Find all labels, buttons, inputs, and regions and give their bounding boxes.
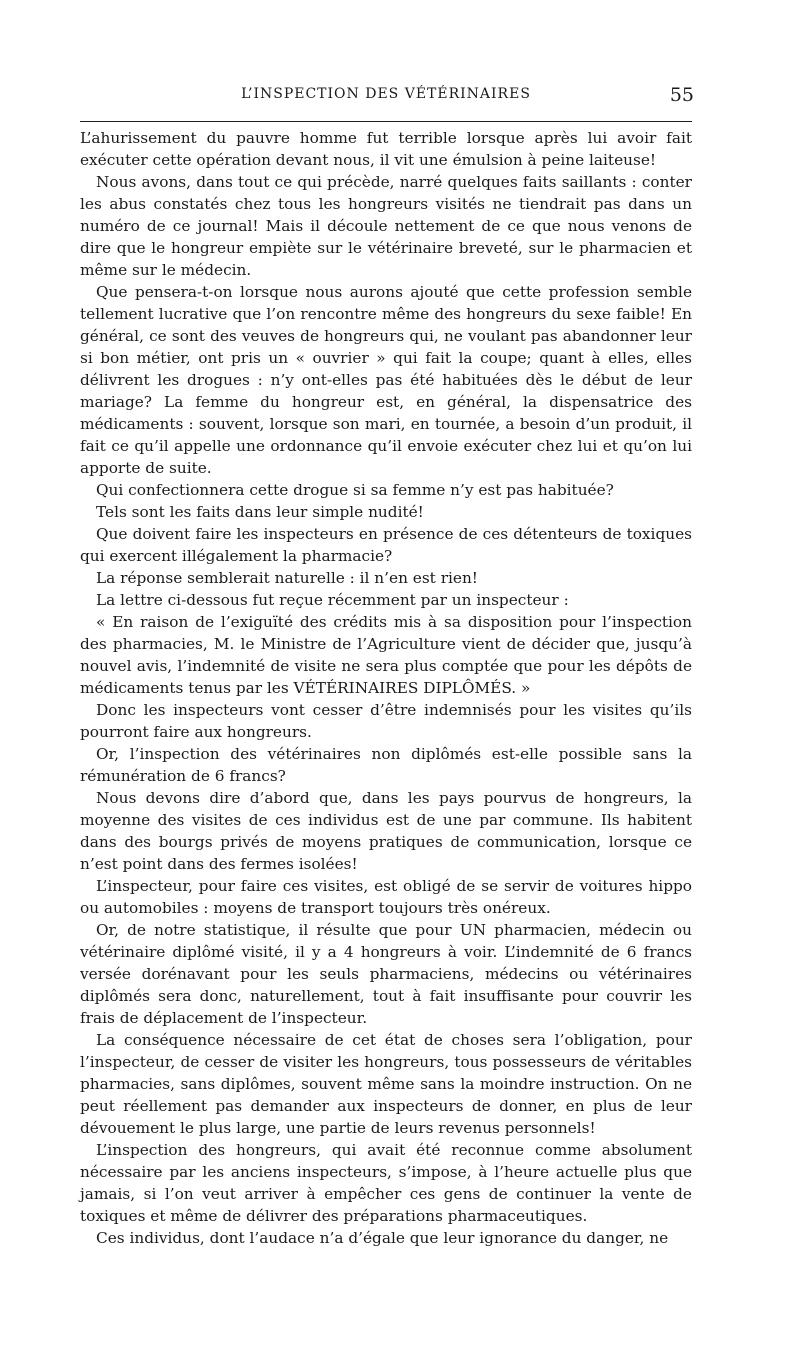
paragraph: Nous avons, dans tout ce qui précède, narré quelques faits saillants : conter les abus constatés chez tous les hongreurs visités ne tiendrait pas dans un numéro de ce journal! Mais il découle nettement de ce que nous venons de dire que le hongreur empiète sur le vétérinaire breveté, sur le pharmacien et même sur le médecin.: [80, 173, 692, 279]
page-number: 55: [669, 84, 694, 106]
paragraph: Donc les inspecteurs vont cesser d’être indemnisés pour les visites qu’ils pourront faire aux hongreurs.: [80, 701, 692, 741]
paragraph: Que pensera-t-on lorsque nous aurons ajouté que cette profession semble tellement lucrative que l’on rencontre même des hongreurs du sexe faible! En général, ce sont des veuves de hongreurs qui, ne voulant pas abandonner leur si bon métier, ont pris un « ouvrier » qui fait la coupe; quant à elles, elles délivrent les drogues : n’y ont-elles pas été habituées dès le début de leur mariage? La femme du hongreur est, en général, la dispensatrice des médicaments : souvent, lorsque son mari, en tournée, a besoin d’un produit, il fait ce qu’il appelle une ordonnance qu’il envoie exécuter chez lui et qu’on lui apporte de suite.: [80, 283, 692, 477]
paragraph: Or, de notre statistique, il résulte que pour UN pharmacien, médecin ou vétérinaire diplômé visité, il y a 4 hongreurs à voir. L’indemnité de 6 francs versée dorénavant pour les seuls pharmaciens, médecins ou vétérinaires diplômés sera donc, naturellement, tout à fait insuffisante pour couvrir les frais de déplacement de l’inspecteur.: [80, 921, 692, 1027]
paragraph: La conséquence nécessaire de cet état de choses sera l’obligation, pour l’inspecteur, de cesser de visiter les hongreurs, tous possesseurs de véritables pharmacies, sans diplômes, souvent même sans la moindre instruction. On ne peut réellement pas demander aux inspecteurs de donner, en plus de leur dévouement le plus large, une partie de leurs revenus personnels!: [80, 1031, 692, 1137]
body-text: [80, 127, 692, 1249]
quoted-letter: « En raison de l’exiguïté des crédits mis à sa disposition pour l’inspection des pharmacies, M. le Ministre de l’Agriculture vient de décider que, jusqu’à nouvel avis, l’indemnité de visite ne sera plus comptée que pour les dépôts de médicaments tenus par les VÉTÉRINAIRES DIPLÔMÉS. »: [80, 613, 692, 697]
header-rule: [80, 121, 692, 122]
paragraph: L’inspecteur, pour faire ces visites, est obligé de se servir de voitures hippo ou automobiles : moyens de transport toujours très onéreux.: [80, 877, 692, 917]
running-title: L’INSPECTION DES VÉTÉRINAIRES: [241, 86, 531, 102]
paragraph: Or, l’inspection des vétérinaires non diplômés est-elle possible sans la rémunération de 6 francs?: [80, 745, 692, 785]
paragraph: La lettre ci-dessous fut reçue récemment par un inspecteur :: [96, 591, 569, 609]
paragraph: Qui confectionnera cette drogue si sa femme n’y est pas habituée?: [96, 481, 614, 499]
paragraph: L’ahurissement du pauvre homme fut terrible lorsque après lui avoir fait exécuter cette opération devant nous, il vit une émulsion à peine laiteuse!: [80, 129, 692, 169]
paragraph: L’inspection des hongreurs, qui avait été reconnue comme absolument nécessaire par les anciens inspecteurs, s’impose, à l’heure actuelle plus que jamais, si l’on veut arriver à empêcher ces gens de continuer la vente de toxiques et même de délivrer des préparations pharmaceutiques.: [80, 1141, 692, 1225]
paragraph: La réponse semblerait naturelle : il n’en est rien!: [96, 569, 478, 587]
paragraph: Que doivent faire les inspecteurs en présence de ces détenteurs de toxiques qui exercent illégalement la pharmacie?: [80, 525, 692, 565]
paragraph: Ces individus, dont l’audace n’a d’égale que leur ignorance du danger, ne: [96, 1229, 669, 1247]
paragraph: Nous devons dire d’abord que, dans les pays pourvus de hongreurs, la moyenne des visites de ces individus est de une par commune. Ils habitent dans des bourgs privés de moyens pratiques de communication, lorsque ce n’est point dans des fermes isolées!: [80, 789, 692, 873]
running-head: [78, 84, 694, 108]
paragraph: Tels sont les faits dans leur simple nudité!: [96, 503, 424, 521]
